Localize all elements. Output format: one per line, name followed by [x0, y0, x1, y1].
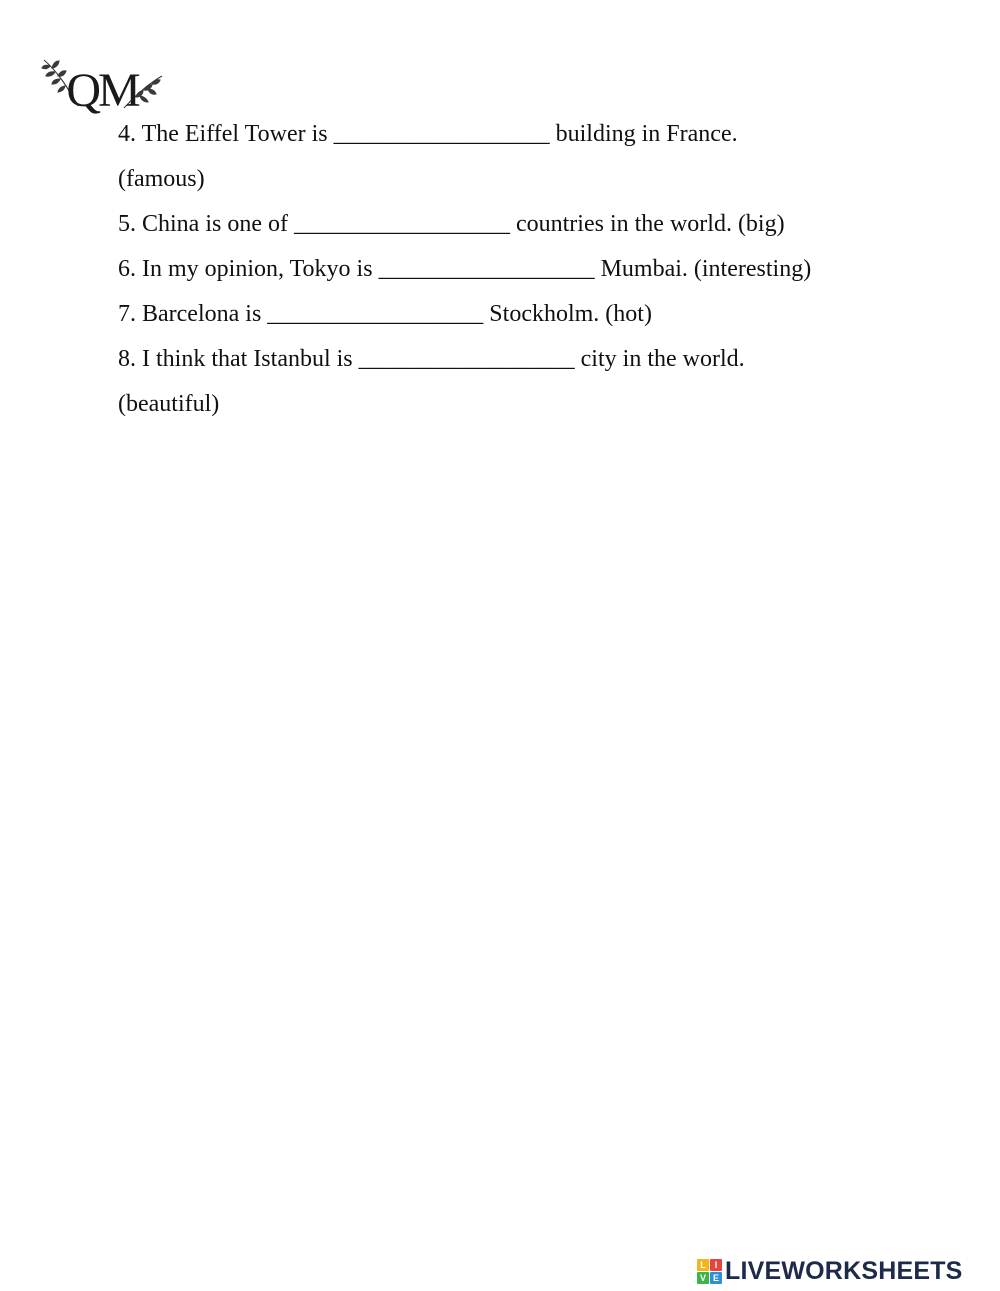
exercise-item-4	[118, 112, 898, 157]
item-text-after: city in the world.	[580, 346, 745, 372]
item-number: 5.	[118, 211, 136, 237]
item-text-after: Mumbai. (interesting)	[600, 256, 812, 282]
item-text-after: building in France.	[555, 121, 738, 147]
answer-blank-7[interactable]: __________________	[267, 301, 484, 327]
item-number: 7.	[118, 301, 136, 327]
exercise-item-5	[118, 202, 898, 247]
exercise-item-6	[118, 247, 898, 292]
answer-blank-5[interactable]: __________________	[293, 211, 510, 237]
item-number: 4.	[118, 121, 136, 147]
brand-grid-icon	[697, 1259, 722, 1284]
answer-blank-8[interactable]: __________________	[358, 346, 575, 372]
item-text-before: China is one of	[142, 211, 288, 237]
logo-text: QM	[66, 64, 138, 116]
item-hint: (beautiful)	[118, 391, 220, 417]
exercise	[118, 112, 898, 427]
exercise-item-4-hint	[118, 157, 898, 202]
item-number: 6.	[118, 256, 136, 282]
exercise-item-7	[118, 292, 898, 337]
exercise-item-8	[118, 337, 898, 382]
item-text-before: Barcelona is	[142, 301, 262, 327]
item-text-after: Stockholm. (hot)	[489, 301, 652, 327]
brand-tile-e: E	[710, 1272, 722, 1284]
item-text-before: The Eiffel Tower is	[141, 121, 328, 147]
item-text-before: I think that Istanbul is	[142, 346, 353, 372]
liveworksheets-logo	[697, 1256, 963, 1286]
brand-tile-l: L	[697, 1259, 709, 1271]
answer-blank-6[interactable]: __________________	[378, 256, 595, 282]
item-number: 8.	[118, 346, 136, 372]
brand-name: LIVEWORKSHEETS	[725, 1256, 963, 1285]
brand-tile-i: I	[710, 1259, 722, 1271]
item-text-before: In my opinion, Tokyo is	[142, 256, 373, 282]
item-hint: (famous)	[118, 166, 205, 192]
brand-tile-v: V	[697, 1272, 709, 1284]
logo	[40, 56, 165, 116]
answer-blank-4[interactable]: __________________	[333, 121, 550, 147]
item-text-after: countries in the world. (big)	[515, 211, 785, 237]
exercise-item-8-hint	[118, 382, 898, 427]
